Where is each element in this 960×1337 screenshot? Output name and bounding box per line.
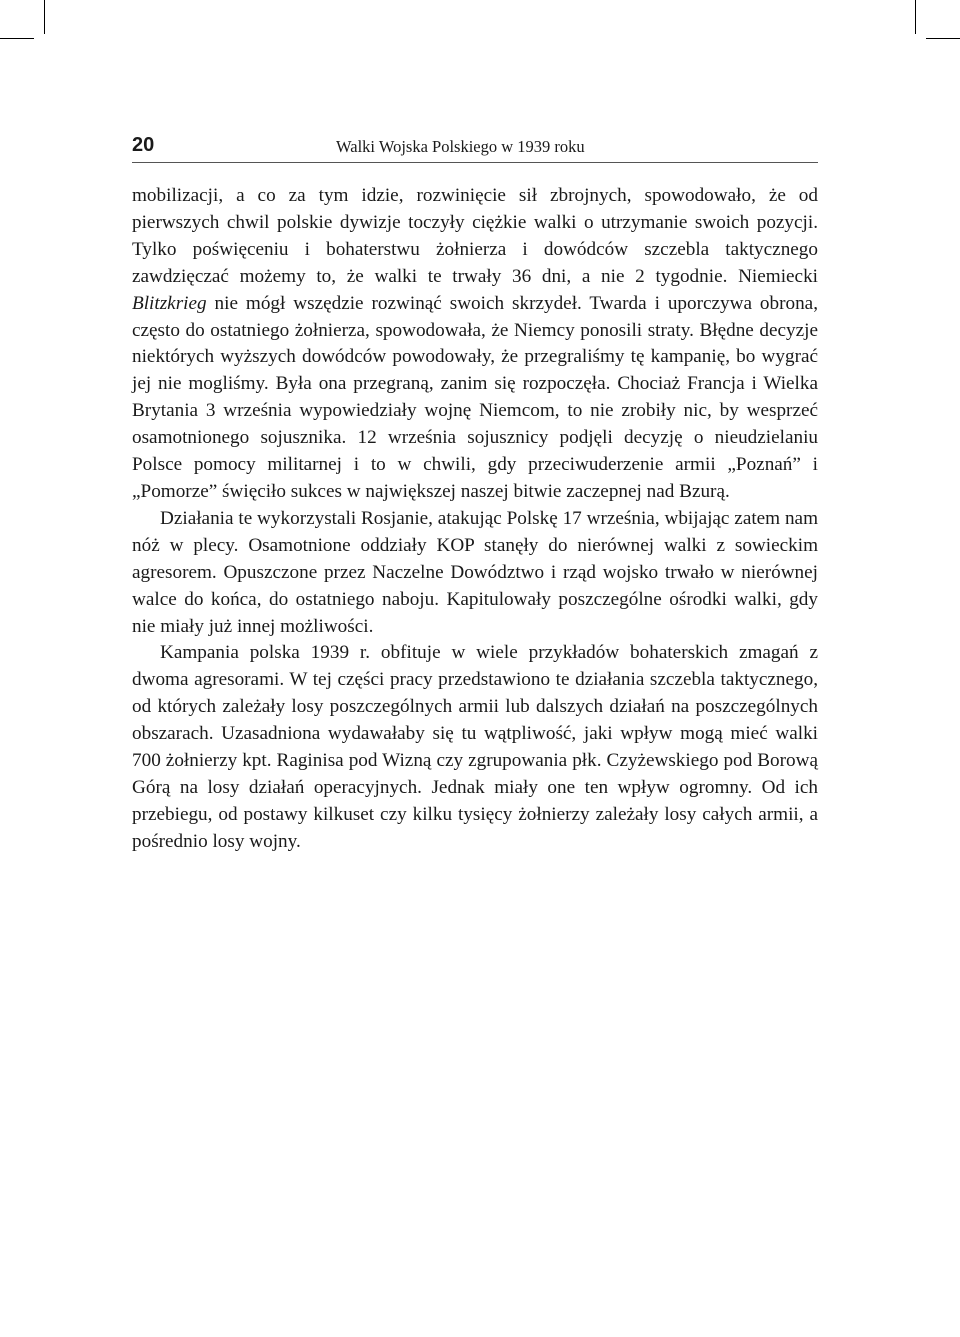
- paragraph-2: Działania te wykorzystali Rosjanie, atakując Polskę 17 września, wbijając zatem nam nóż w plecy. Osamotnione oddziały KOP stanęły do nierównej walki z sowieckim agresorem. Opuszczone przez Naczelne Dowództwo i rząd wojsko trwało w nierównej walce do końca, do ostatniego naboju. Kapitulowały poszczególne ośrodki walki, gdy nie miały już innej możliwości.: [132, 507, 818, 637]
- crop-mark-top-left-vertical: [44, 0, 45, 34]
- crop-mark-top-right-vertical: [915, 0, 916, 34]
- italic-term: Blitzkrieg: [132, 292, 207, 314]
- crop-mark-top-left-horizontal: [0, 38, 34, 39]
- paragraph-1-text-a: mobilizacji, a co za tym idzie, rozwinięcie sił zbrojnych, spowodowało, że od pierwszych chwil polskie dywizje toczyły ciężkie walki o utrzymanie swoich pozycji. Tylko poświęceniu i bohaterstwu żołnierza i dowódców szczebla taktycznego zawdzięczać możemy to, że walki te trwały 36 dni, a nie 2 tygodnie. Niemiecki: [132, 185, 818, 287]
- paragraph-1-text-b: nie mógł wszędzie rozwinąć swoich skrzydeł. Twarda i uporczywa obrona, często do ostatniego żołnierza, spowodowała, że Niemcy ponosili straty. Błędne decyzje niektórych wyższych dowódców powodowały, że przegraliśmy tę kampanię, bo wygrać jej nie mogliśmy. Była ona przegraną, zanim się rozpoczęła. Chociaż Francja i Wielka Brytania 3 września wypowiedziały wojnę Niemcom, to nie zrobiły nic, by wesprzeć osamotnionego sojusznika. 12 września sojusznicy podjęli decyzję o nieudzielaniu Polsce pomocy militarnej i to w chwili, gdy przeciwuderzenie armii „Poznań” i „Pomorze” święciło sukces w największej naszej bitwie zaczepnej nad Bzurą.: [132, 292, 818, 502]
- body-text: [132, 183, 818, 856]
- page-header: [132, 132, 818, 164]
- header-rule: [132, 162, 818, 163]
- running-head: Walki Wojska Polskiego w 1939 roku: [336, 137, 585, 156]
- crop-mark-top-right-horizontal: [926, 38, 960, 39]
- paragraph-1: [132, 183, 818, 506]
- page-number: 20: [132, 134, 155, 156]
- paragraph-3: Kampania polska 1939 r. obfituje w wiele przykładów bohaterskich zmagań z dwoma agresorami. W tej części pracy przedstawiono te działania szczebla taktycznego, od których zależały losy poszczególnych armii lub dalszych działań na poszczególnych obszarach. Uzasadniona wydawałaby się tu wątpliwość, jaki wpływ mogą mieć walki 700 żołnierzy kpt. Raginisa pod Wizną czy zgrupowania płk. Czyżewskiego pod Borową Górą na losy działań operacyjnych. Jednak miały one ten wpływ ogromny. Od ich przebiegu, od postawy kilkuset czy kilku tysięcy żołnierzy zależały losy całych armii, a pośrednio losy wojny.: [132, 642, 818, 852]
